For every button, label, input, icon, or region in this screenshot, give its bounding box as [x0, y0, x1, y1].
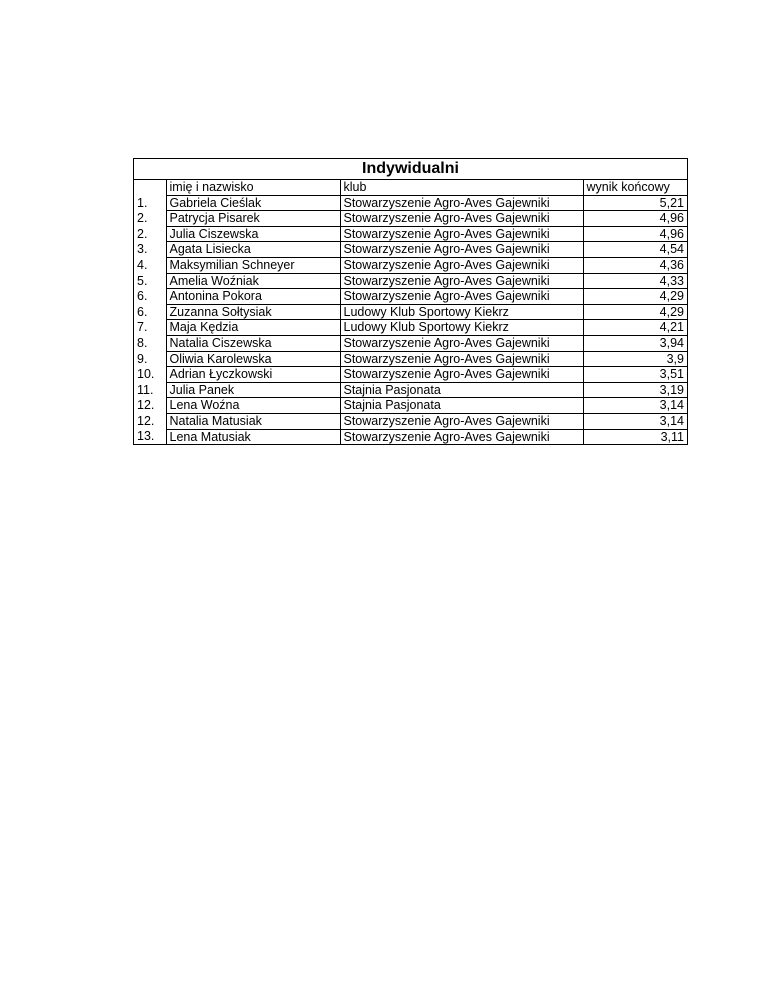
table-row — [134, 335, 687, 351]
club-cell: Stowarzyszenie Agro-Aves Gajewniki — [340, 211, 583, 227]
name-cell: Amelia Woźniak — [166, 273, 340, 289]
club-cell: Stowarzyszenie Agro-Aves Gajewniki — [340, 413, 583, 429]
club-cell: Stowarzyszenie Agro-Aves Gajewniki — [340, 195, 583, 211]
score-cell: 3,9 — [583, 351, 687, 367]
results-table — [134, 180, 687, 444]
place-cell: 6. — [134, 304, 166, 320]
name-cell: Maja Kędzia — [166, 320, 340, 336]
place-cell: 7. — [134, 320, 166, 336]
table-row — [134, 413, 687, 429]
place-cell: 12. — [134, 413, 166, 429]
club-cell: Ludowy Klub Sportowy Kiekrz — [340, 304, 583, 320]
table-row — [134, 195, 687, 211]
score-cell: 4,21 — [583, 320, 687, 336]
club-cell: Stowarzyszenie Agro-Aves Gajewniki — [340, 351, 583, 367]
club-cell: Stowarzyszenie Agro-Aves Gajewniki — [340, 273, 583, 289]
table-row — [134, 304, 687, 320]
name-cell: Zuzanna Sołtysiak — [166, 304, 340, 320]
place-cell: 6. — [134, 289, 166, 305]
score-cell: 3,94 — [583, 335, 687, 351]
club-cell: Stowarzyszenie Agro-Aves Gajewniki — [340, 289, 583, 305]
table-row — [134, 382, 687, 398]
name-cell: Julia Ciszewska — [166, 226, 340, 242]
score-cell: 3,14 — [583, 413, 687, 429]
club-cell: Stowarzyszenie Agro-Aves Gajewniki — [340, 226, 583, 242]
place-cell: 13. — [134, 429, 166, 444]
place-cell: 1. — [134, 195, 166, 211]
score-cell: 3,19 — [583, 382, 687, 398]
table-row — [134, 242, 687, 258]
table-row — [134, 429, 687, 444]
place-cell: 12. — [134, 398, 166, 414]
club-cell: Ludowy Klub Sportowy Kiekrz — [340, 320, 583, 336]
club-cell: Stajnia Pasjonata — [340, 398, 583, 414]
table-row — [134, 273, 687, 289]
name-cell: Patrycja Pisarek — [166, 211, 340, 227]
club-cell: Stowarzyszenie Agro-Aves Gajewniki — [340, 429, 583, 444]
score-cell: 3,51 — [583, 367, 687, 383]
name-cell: Lena Matusiak — [166, 429, 340, 444]
header-row — [134, 180, 687, 195]
header-name: imię i nazwisko — [166, 180, 340, 195]
score-cell: 5,21 — [583, 195, 687, 211]
score-cell: 3,14 — [583, 398, 687, 414]
name-cell: Natalia Ciszewska — [166, 335, 340, 351]
name-cell: Agata Lisiecka — [166, 242, 340, 258]
name-cell: Gabriela Cieślak — [166, 195, 340, 211]
score-cell: 4,54 — [583, 242, 687, 258]
score-cell: 4,96 — [583, 226, 687, 242]
table-row — [134, 367, 687, 383]
name-cell: Maksymilian Schneyer — [166, 257, 340, 273]
score-cell: 4,29 — [583, 289, 687, 305]
table-row — [134, 351, 687, 367]
score-cell: 4,36 — [583, 257, 687, 273]
table-row — [134, 211, 687, 227]
score-cell: 4,96 — [583, 211, 687, 227]
table-row — [134, 398, 687, 414]
place-cell: 10. — [134, 367, 166, 383]
name-cell: Julia Panek — [166, 382, 340, 398]
club-cell: Stowarzyszenie Agro-Aves Gajewniki — [340, 242, 583, 258]
club-cell: Stowarzyszenie Agro-Aves Gajewniki — [340, 257, 583, 273]
name-cell: Oliwia Karolewska — [166, 351, 340, 367]
name-cell: Antonina Pokora — [166, 289, 340, 305]
table-row — [134, 257, 687, 273]
sheet-title: Indywidualni — [134, 159, 687, 180]
header-place — [134, 180, 166, 195]
place-cell: 2. — [134, 226, 166, 242]
table-row — [134, 289, 687, 305]
club-cell: Stowarzyszenie Agro-Aves Gajewniki — [340, 367, 583, 383]
place-cell: 2. — [134, 211, 166, 227]
name-cell: Natalia Matusiak — [166, 413, 340, 429]
place-cell: 9. — [134, 351, 166, 367]
name-cell: Adrian Łyczkowski — [166, 367, 340, 383]
score-cell: 3,11 — [583, 429, 687, 444]
club-cell: Stowarzyszenie Agro-Aves Gajewniki — [340, 335, 583, 351]
results-sheet — [133, 158, 688, 445]
score-cell: 4,29 — [583, 304, 687, 320]
place-cell: 5. — [134, 273, 166, 289]
table-row — [134, 320, 687, 336]
name-cell: Lena Woźna — [166, 398, 340, 414]
table-row — [134, 226, 687, 242]
score-cell: 4,33 — [583, 273, 687, 289]
header-club: klub — [340, 180, 583, 195]
header-score: wynik końcowy — [586, 180, 670, 194]
place-cell: 3. — [134, 242, 166, 258]
club-cell: Stajnia Pasjonata — [340, 382, 583, 398]
place-cell: 8. — [134, 335, 166, 351]
place-cell: 11. — [134, 382, 166, 398]
place-cell: 4. — [134, 257, 166, 273]
